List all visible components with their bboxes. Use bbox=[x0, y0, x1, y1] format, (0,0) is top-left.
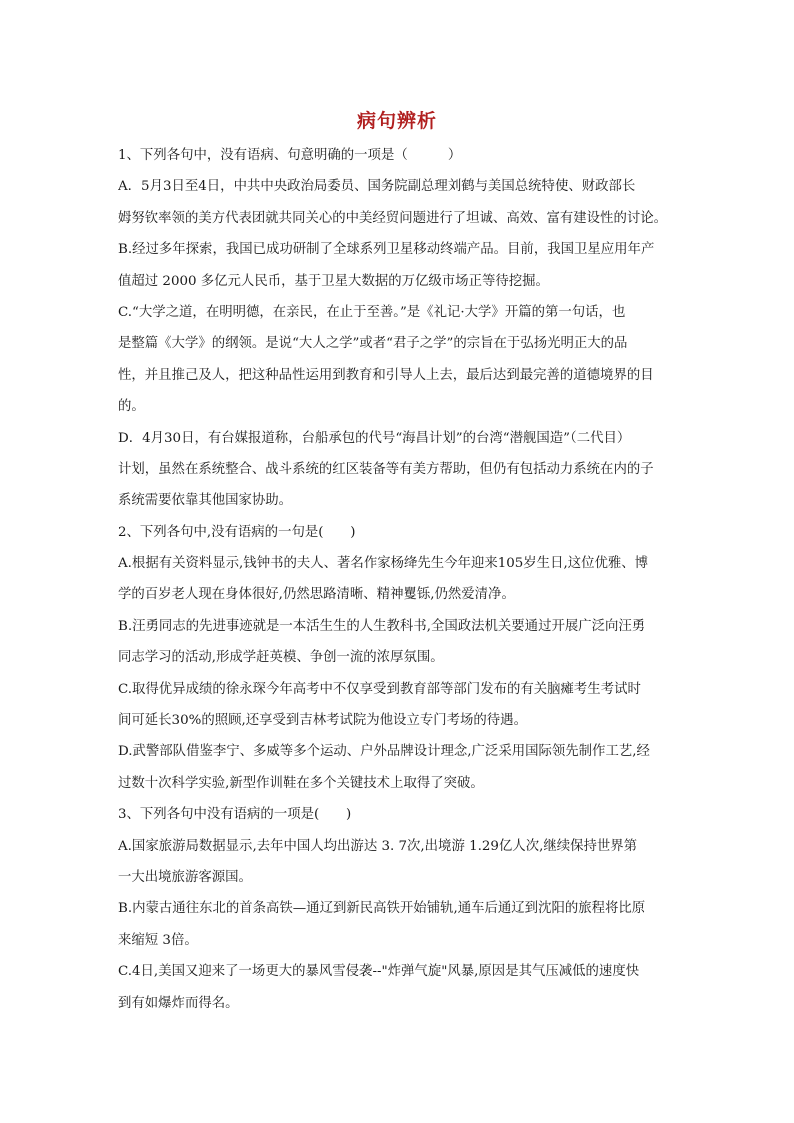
document-body bbox=[118, 140, 678, 1019]
text-line: A．5月3日至4日，中共中央政治局委员、国务院副总理刘鹤与美国总统特使、财政部长 bbox=[118, 179, 636, 195]
text-line: B.经过多年探索，我国已成功研制了全球系列卫星移动终端产品。目前，我国卫星应用年产 bbox=[118, 242, 655, 258]
text-line: 姆努钦率领的美方代表团就共同关心的中美经贸问题进行了坦诚、高效、富有建设性的讨论。 bbox=[118, 210, 668, 226]
text-line: B.内蒙古通往东北的首条高铁—通辽到新民高铁开始铺轨,通车后通辽到沈阳的旅程将比原 bbox=[118, 901, 646, 917]
text-line: 1、下列各句中，没有语病、句意明确的一项是（ ） bbox=[118, 148, 462, 163]
text-line: 的。 bbox=[118, 399, 145, 415]
text-line: C.取得优异成绩的徐永琛今年高考中不仅享受到教育部等部门发布的有关脑瘫考生考试时 bbox=[118, 681, 641, 697]
text-line: 过数十次科学实验,新型作训鞋在多个关键技术上取得了突破。 bbox=[118, 775, 484, 791]
text-line: 计划，虽然在系统整合、战斗系统的红区装备等有美方帮助，但仍有包括动力系统在内的子 bbox=[118, 461, 654, 477]
text-line: 到有如爆炸而得名。 bbox=[118, 995, 239, 1011]
text-line: 是整篇《大学》的纲领。是说“大人之学”或者“君子之学”的宗旨在于弘扬光明正大的品 bbox=[118, 336, 628, 352]
text-line: D.武警部队借鉴李宁、多威等多个运动、户外品牌设计理念,广泛采用国际领先制作工艺,经 bbox=[118, 744, 650, 760]
text-line: B.汪勇同志的先进事迹就是一本活生生的人生教科书,全国政法机关要通过开展广泛向汪勇 bbox=[118, 618, 646, 634]
text-line: 系统需要依靠其他国家协助。 bbox=[118, 493, 293, 509]
text-line: 来缩短 3倍。 bbox=[118, 932, 198, 948]
text-line: A.国家旅游局数据显示,去年中国人均出游达 3. 7次,出境游 1.29亿人次,继续保持世界第 bbox=[118, 838, 638, 854]
page-title: 病句辨析 bbox=[356, 110, 437, 132]
text-line: 一大出境旅游客源国。 bbox=[118, 869, 252, 885]
text-line: 间可延长30%的照顾,还享受到吉林考试院为他设立专门考场的待遇。 bbox=[118, 713, 527, 729]
text-line: 值超过 2000 多亿元人民币，基于卫星大数据的万亿级市场正等待挖掘。 bbox=[118, 273, 549, 289]
text-line: D．4月30日，有台媒报道称，台船承包的代号“海昌计划”的台湾“潜舰国造”（二代目） bbox=[118, 430, 631, 446]
text-line: 同志学习的活动,形成学赶英模、争创一流的浓厚氛围。 bbox=[118, 650, 444, 666]
text-line: 性，并且推己及人，把这种品性运用到教育和引导人上去，最后达到最完善的道德境界的目 bbox=[118, 367, 654, 383]
text-line: C.“大学之道，在明明德，在亲民，在止于至善。”是《礼记·大学》开篇的第一句话，也 bbox=[118, 304, 626, 320]
text-line: 2、下列各句中,没有语病的一句是( ) bbox=[118, 524, 356, 540]
text-line: A.根据有关资料显示,钱钟书的夫人、著名作家杨绛先生今年迎来105岁生日,这位优雅、博 bbox=[118, 556, 649, 572]
text-line: 学的百岁老人现在身体很好,仍然思路清晰、精神矍铄,仍然爱清净。 bbox=[118, 587, 515, 603]
text-line: 3、下列各句中没有语病的一项是( ) bbox=[118, 807, 352, 823]
text-line: C.4日,美国又迎来了一场更大的暴风雪侵袭--"炸弹气旋"风暴,原因是其气压减低的速度快 bbox=[118, 964, 640, 980]
